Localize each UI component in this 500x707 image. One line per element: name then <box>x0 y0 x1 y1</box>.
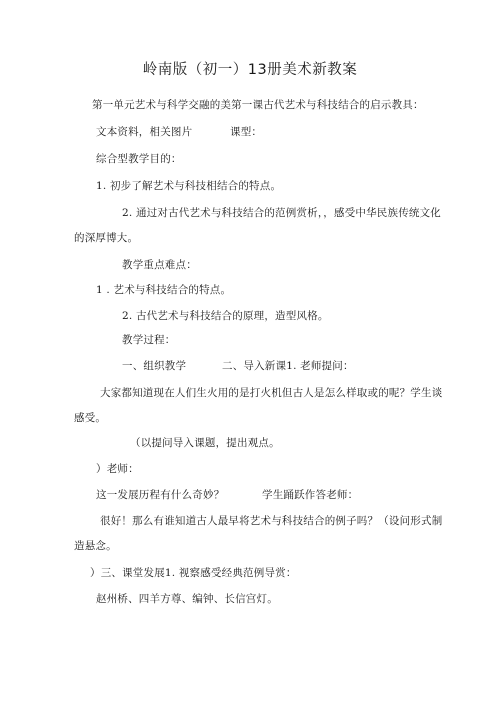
key-point-1: 1 . 艺术与科技结合的特点。 <box>96 284 232 296</box>
process-heading: 教学过程： <box>122 334 176 346</box>
objective-2: 2. 通过对古代艺术与科技结合的范例赏析，，感受中华民族传统文化 <box>122 207 442 219</box>
question-line: 大家都知道现在人们生火用的是打火机但古人是怎么样取或的呢？学生谈 <box>100 387 443 399</box>
objective-1: 1. 初步了解艺术与科技相结合的特点。 <box>96 180 282 192</box>
step-3-develop: ）三、课堂发展1. 视察感受经典范例导赏： <box>90 567 297 579</box>
step-2-intro: 二、导入新课1. 老师提问： <box>222 360 354 372</box>
objective-2-cont: 的深厚博大。 <box>74 232 139 244</box>
objectives-heading: 综合型教学目的： <box>96 153 182 165</box>
suspense-line-cont: 造悬念。 <box>74 540 117 552</box>
teacher-line: ）老师： <box>96 463 139 475</box>
document-title: 岭南版（初一）13册美术新教案 <box>142 62 358 78</box>
note-line: （以提问导入课题，提出观点。 <box>130 437 280 449</box>
unit-lesson-line: 第一单元艺术与科学交融的美第一课古代艺术与科技结合的启示教具： <box>92 99 424 111</box>
examples-line: 赵州桥、四羊方尊、编钟、长信宫灯。 <box>96 593 278 605</box>
question-line-cont: 感受。 <box>74 412 107 424</box>
lesson-type-label: 课型： <box>230 126 263 138</box>
suspense-line: 很好！那么有谁知道古人最早将艺术与科技结合的例子吗？（设问形式制 <box>100 515 443 527</box>
step-1-organize: 一、组织教学 <box>122 360 187 372</box>
materials-line: 文本资料，相关图片 <box>96 126 193 138</box>
student-answer: 学生踊跃作答老师： <box>262 489 359 501</box>
key-point-2: 2. 古代艺术与科技结合的原理，造型风格。 <box>122 310 329 322</box>
key-points-heading: 教学重点难点： <box>122 259 197 271</box>
history-question: 这一发展历程有什么奇妙？ <box>96 489 225 501</box>
